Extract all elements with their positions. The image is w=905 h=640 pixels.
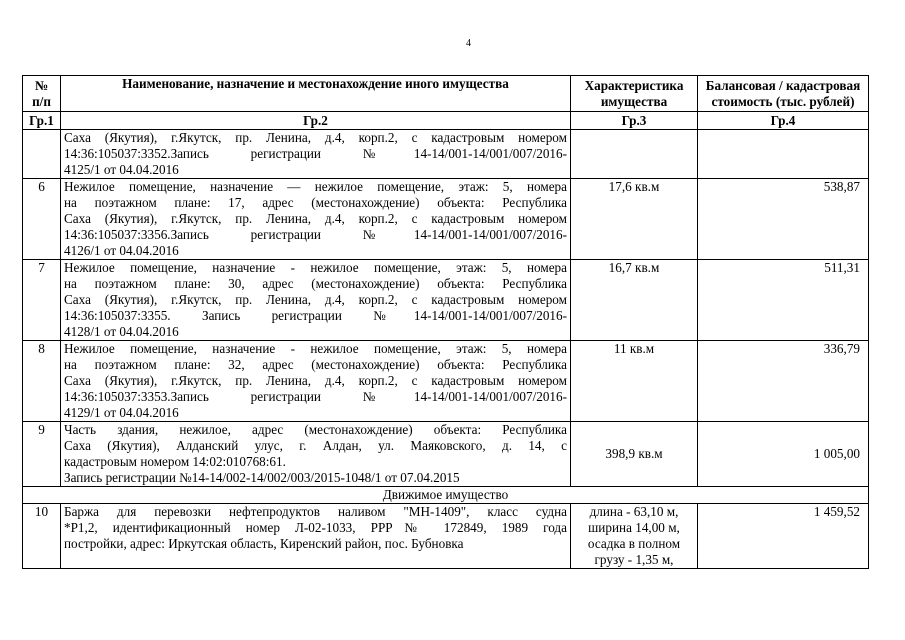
table-row bbox=[23, 422, 869, 487]
table-row bbox=[23, 179, 869, 260]
row-number: 6 bbox=[23, 179, 61, 260]
row-value bbox=[698, 130, 869, 179]
row-characteristic: 17,6 кв.м bbox=[571, 179, 698, 260]
row-value: 1 459,52 bbox=[698, 504, 869, 569]
page-number: 4 bbox=[466, 38, 471, 49]
row-value: 1 005,00 bbox=[698, 422, 869, 487]
table-row bbox=[23, 130, 869, 179]
row-characteristic: длина - 63,10 м, ширина 14,00 м, осадка в полном грузу - 1,35 м, bbox=[571, 504, 698, 569]
row-description: Часть здания, нежилое, адрес (местонахождение) объекта: Республика Саха (Якутия), Алданский улус, г. Алдан, ул. Маяковского, д. 14, с кадастровым номером 14:02:010768:61. Запись регистрации №14-14/002-14/002/003/2015-1048/1 от 07.04.2015 bbox=[61, 422, 571, 487]
row-number: 8 bbox=[23, 341, 61, 422]
table-row bbox=[23, 341, 869, 422]
header-name: Наименование, назначение и местонахождение иного имущества bbox=[61, 76, 571, 112]
table-row bbox=[23, 504, 869, 569]
row-number bbox=[23, 130, 61, 179]
row-value: 511,31 bbox=[698, 260, 869, 341]
row-characteristic: 11 кв.м bbox=[571, 341, 698, 422]
property-table bbox=[22, 75, 869, 569]
table-row bbox=[23, 260, 869, 341]
row-number: 9 bbox=[23, 422, 61, 487]
row-description: Баржа для перевозки нефтепродуктов наливом "МН-1409", класс судна *Р1,2, идентификационный номер Л-02-1033, РРР№ 172849, 1989 года постройки, адрес: Иркутская область, Киренский район, пос. Бубновка bbox=[61, 504, 571, 569]
row-characteristic: 16,7 кв.м bbox=[571, 260, 698, 341]
group-3: Гр.3 bbox=[571, 112, 698, 130]
row-description: Саха (Якутия), г.Якутск, пр. Ленина, д.4, корп.2, с кадастровым номером 14:36:105037:3352.Запись регистрации №14-14/001-14/001/007/2016- 4125/1 от 04.04.2016 bbox=[61, 130, 571, 179]
row-description: Нежилое помещение, назначение — нежилое помещение, этаж: 5, номера на поэтажном плане: 17, адрес (местонахождение) объекта: Республика Саха (Якутия), г.Якутск, пр. Ленина, д.4, корп.2, с кадастровым номером 14:36:105037:3356.Запись регистрации №14-14/001-14/001/007/2016- 4126/1 от 04.04.2016 bbox=[61, 179, 571, 260]
group-4: Гр.4 bbox=[698, 112, 869, 130]
section-title: Движимое имущество bbox=[23, 487, 869, 504]
row-characteristic bbox=[571, 130, 698, 179]
row-characteristic: 398,9 кв.м bbox=[571, 422, 698, 487]
row-number: 7 bbox=[23, 260, 61, 341]
row-description: Нежилое помещение, назначение - нежилое помещение, этаж: 5, номера на поэтажном плане: 32, адрес (местонахождение) объекта: Республика Саха (Якутия), г.Якутск, пр. Ленина, д.4, корп.2, с кадастровым номером 14:36:105037:3353.Запись регистрации №14-14/001-14/001/007/2016- 4129/1 от 04.04.2016 bbox=[61, 341, 571, 422]
header-characteristic: Характеристика имущества bbox=[571, 76, 698, 112]
group-1: Гр.1 bbox=[23, 112, 61, 130]
row-description: Нежилое помещение, назначение - нежилое помещение, этаж: 5, номера на поэтажном плане: 30, адрес (местонахождение) объекта: Республика Саха (Якутия), г.Якутск, пр. Ленина, д.4, корп.2, с кадастровым номером 14:36:105037:3355. Запись регистрации №14-14/001-14/001/007/2016- 4128/1 от 04.04.2016 bbox=[61, 260, 571, 341]
group-2: Гр.2 bbox=[61, 112, 571, 130]
header-num: № п/п bbox=[23, 76, 61, 112]
row-number: 10 bbox=[23, 504, 61, 569]
row-value: 336,79 bbox=[698, 341, 869, 422]
section-header-row bbox=[23, 487, 869, 504]
group-row bbox=[23, 112, 869, 130]
table-header-row bbox=[23, 76, 869, 112]
row-value: 538,87 bbox=[698, 179, 869, 260]
header-value: Балансовая / кадастровая стоимость (тыс. рублей) bbox=[698, 76, 869, 112]
